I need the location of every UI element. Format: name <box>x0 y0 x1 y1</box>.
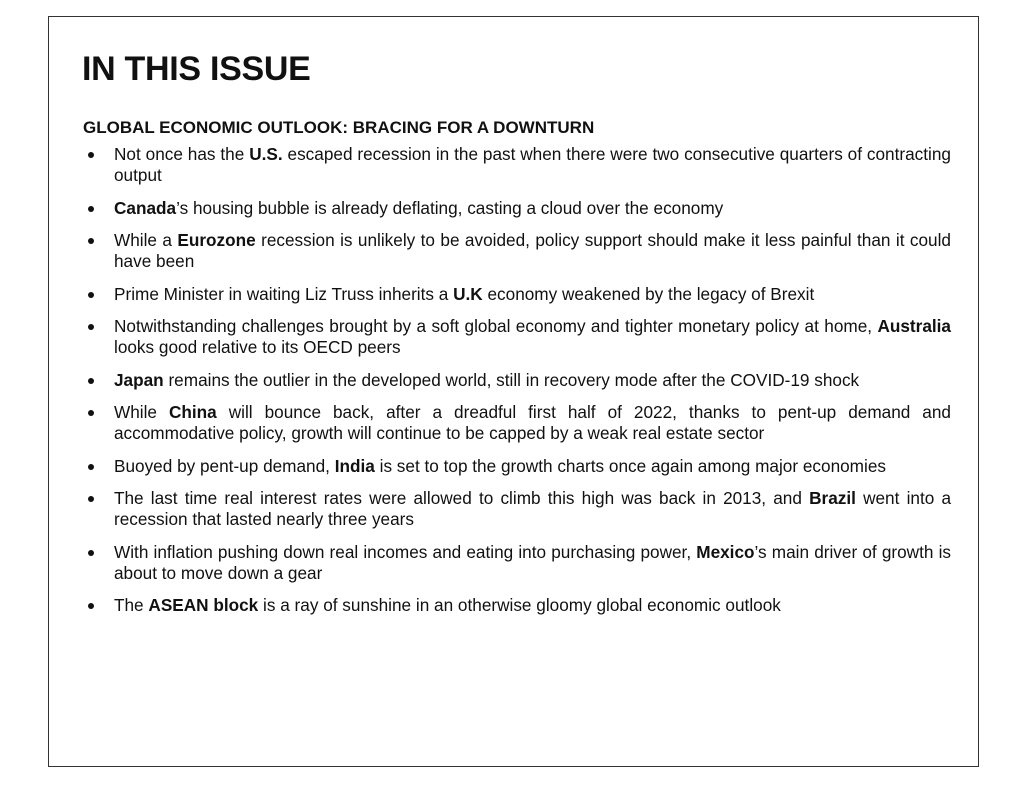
bullet-text-before: While a <box>114 230 178 250</box>
section-heading: GLOBAL ECONOMIC OUTLOOK: BRACING FOR A DOWNTURN <box>83 118 595 137</box>
bullet-text-bold: U.K <box>453 283 483 304</box>
bullet-item-asean <box>83 595 951 616</box>
bullet-item-china <box>83 402 951 444</box>
bullet-text <box>114 144 951 185</box>
bullet-item-india <box>83 456 951 477</box>
bullet-text-bold: Mexico <box>696 541 755 562</box>
bullet-text-after: ’s housing bubble is already deflating, casting a cloud over the economy <box>176 197 724 218</box>
bullet-text-bold: U.S. <box>249 144 283 164</box>
bullet-text-bold: China <box>168 402 217 422</box>
bullet-text-bold: Brazil <box>809 488 856 508</box>
bullet-text-before: Buoyed by pent-up demand, <box>114 455 335 476</box>
bullet-text <box>114 595 781 615</box>
bullet-icon <box>88 378 94 384</box>
bullet-text-after: went into a recession that lasted nearly three years <box>114 488 952 529</box>
bullet-text <box>114 542 951 583</box>
bullet-item-mexico <box>83 542 951 584</box>
bullet-text-after: ’s main driver of growth is about to move down a gear <box>114 541 951 583</box>
bullet-text-bold: ASEAN block <box>148 595 259 615</box>
bullet-text-after: will bounce back, after a dreadful first half of 2022, thanks to pent-up demand and accommodative policy, growth will continue to be capped by a weak real estate sector <box>114 402 951 443</box>
bullet-text-after: is set to top the growth charts once again among major economies <box>374 455 886 476</box>
bullet-item-us <box>83 144 951 186</box>
bullet-text <box>114 284 814 304</box>
bullet-text-before: Not once has the <box>114 144 250 164</box>
bullet-text-before: Notwithstanding challenges brought by a soft global economy and tighter monetary policy at home, <box>114 316 878 336</box>
bullet-text <box>114 456 886 476</box>
bullet-text-before: While <box>114 402 169 422</box>
bullet-text <box>114 316 951 357</box>
bullet-icon <box>88 152 94 158</box>
bullet-text <box>114 370 859 390</box>
bullet-item-eurozone <box>83 230 951 272</box>
bullet-icon <box>88 324 94 330</box>
bullet-text-after: is a ray of sunshine in an otherwise gloomy global economic outlook <box>258 595 781 615</box>
bullet-text-after: looks good relative to its OECD peers <box>114 337 401 357</box>
bullet-icon <box>88 206 94 212</box>
bullet-item-brazil <box>83 488 951 530</box>
bullet-item-japan <box>83 370 951 391</box>
bullet-item-uk <box>83 284 951 305</box>
bullet-text <box>114 402 951 443</box>
bullet-text-before: The <box>114 595 149 615</box>
bullet-text <box>114 198 723 218</box>
bullet-icon <box>88 603 94 609</box>
bullet-item-australia <box>83 316 951 358</box>
bullet-text-after: recession is unlikely to be avoided, policy support should make it less painful than it could have been <box>114 230 951 271</box>
bullet-text-bold: Japan <box>114 369 164 390</box>
bullet-text-before: With inflation pushing down real incomes and eating into purchasing power, <box>114 541 697 562</box>
bullet-text-bold: Australia <box>877 316 951 336</box>
bullet-text-bold: India <box>334 455 375 476</box>
bullet-text <box>114 230 951 271</box>
bullet-text-after: economy weakened by the legacy of Brexit <box>482 283 815 304</box>
bullet-text-before: Prime Minister in waiting Liz Truss inherits a <box>114 283 454 304</box>
bullet-text-bold: Eurozone <box>177 230 256 250</box>
bullet-icon <box>88 292 94 298</box>
bullet-text-bold: Canada <box>114 197 177 218</box>
page-title: IN THIS ISSUE <box>82 50 311 88</box>
bullet-text <box>114 488 951 529</box>
bullet-text-before: The last time real interest rates were allowed to climb this high was back in 2013, and <box>114 488 810 508</box>
bullet-icon <box>88 238 94 244</box>
bullet-icon <box>88 550 94 556</box>
bullet-text-after: escaped recession in the past when there were two consecutive quarters of contracting output <box>114 144 951 185</box>
bullet-icon <box>88 496 94 502</box>
bullet-text-after: remains the outlier in the developed world, still in recovery mode after the COVID-19 shock <box>163 369 860 390</box>
bullet-icon <box>88 464 94 470</box>
bullet-icon <box>88 410 94 416</box>
bullet-item-canada <box>83 198 951 219</box>
bullet-list <box>83 144 951 628</box>
